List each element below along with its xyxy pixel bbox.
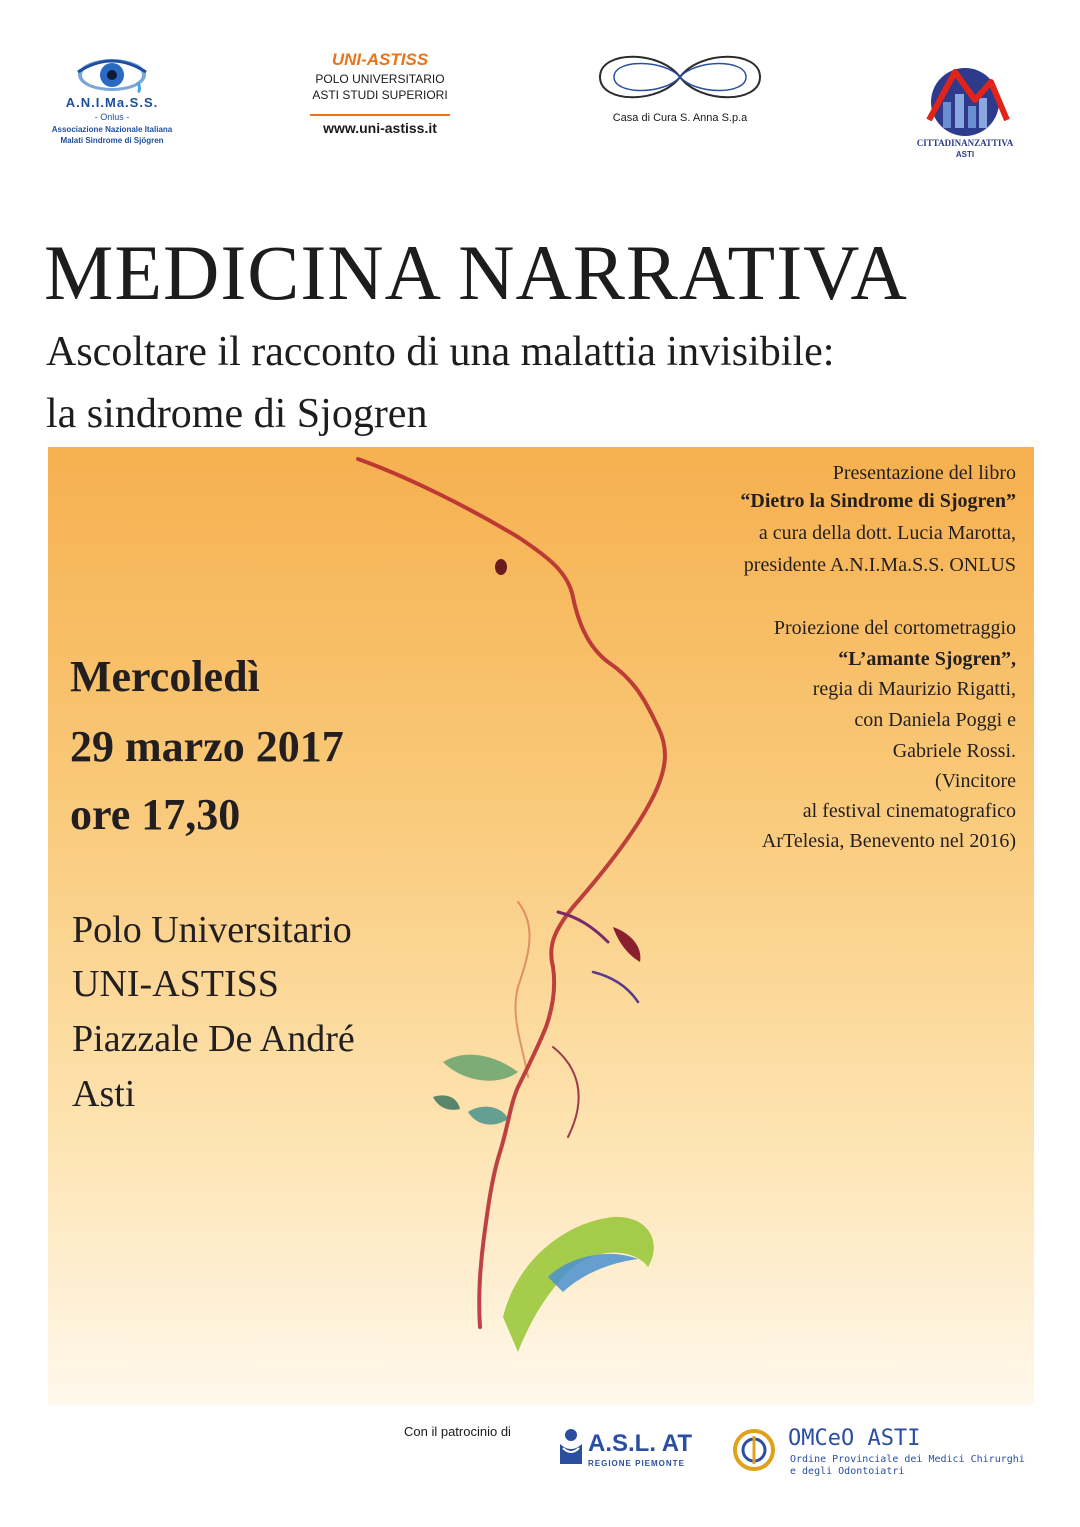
- omceo-name: OMCeO ASTI: [788, 1426, 921, 1451]
- asl-region: REGIONE PIEMONTE: [588, 1459, 685, 1468]
- film-cast-line2: Gabriele Rossi.: [892, 740, 1016, 762]
- omceo-sub-line2: e degli Odontoiatri: [790, 1466, 905, 1477]
- film-cast-line1: con Daniela Poggi e: [854, 709, 1016, 731]
- green-leaf-dark: [433, 1095, 460, 1110]
- uniastiss-line1: POLO UNIVERSITARIO: [315, 72, 445, 86]
- event-day: Mercoledì: [70, 652, 260, 701]
- film-director: regia di Maurizio Rigatti,: [812, 678, 1016, 700]
- book-intro: Presentazione del libro: [832, 462, 1016, 484]
- profile-line: [358, 459, 665, 1327]
- cittadinanza-city: ASTI: [955, 150, 975, 159]
- cittadinanza-name: CITTADINANZATTIVA: [916, 138, 1014, 148]
- event-time: ore 17,30: [70, 790, 241, 839]
- asl-name: A.S.L. AT: [588, 1430, 692, 1457]
- book-curator: a cura della dott. Lucia Marotta,: [758, 522, 1016, 544]
- subtitle-line1: Ascoltare il racconto di una malattia invisibile:: [46, 329, 835, 375]
- film-award-line3: ArTelesia, Benevento nel 2016): [761, 830, 1016, 852]
- film-award-line1: (Vincitore: [935, 770, 1016, 792]
- film-award-line2: al festival cinematografico: [802, 800, 1016, 822]
- green-leaf: [443, 1055, 518, 1081]
- chin-green-shape: [503, 1217, 654, 1352]
- uniastiss-divider: [310, 114, 450, 116]
- casa-di-cura-logo: [580, 45, 780, 110]
- venue-line3: Piazzale De André: [72, 1018, 355, 1060]
- film-intro: Proiezione del cortometraggio: [773, 617, 1016, 639]
- green-leaf-small: [468, 1107, 508, 1125]
- chin-line: [553, 1047, 579, 1137]
- subtitle-line2: la sindrome di Sjogren: [46, 391, 428, 437]
- book-title: “Dietro la Sindrome di Sjogren”: [740, 490, 1016, 512]
- animass-desc-line1: Associazione Nazionale Italiana: [51, 125, 173, 134]
- venue-line2: UNI-ASTISS: [72, 963, 279, 1005]
- animass-name: A.N.I.Ma.S.S.: [65, 95, 159, 110]
- cittadinanza-emblem-icon: [915, 62, 1015, 138]
- venue-line1: Polo Universitario: [72, 909, 352, 951]
- book-role: presidente A.N.I.Ma.S.S. ONLUS: [743, 554, 1016, 576]
- omceo-sub-line1: Ordine Provinciale dei Medici Chirurghi: [790, 1454, 1025, 1465]
- uniastiss-title: UNI-ASTISS: [331, 50, 429, 69]
- event-date: 29 marzo 2017: [70, 722, 344, 771]
- patronage-label: Con il patrocinio di: [404, 1424, 511, 1439]
- profile-line-shadow: [515, 902, 529, 1077]
- infinity-icon: [580, 45, 780, 110]
- uniastiss-url: www.uni-astiss.it: [323, 120, 437, 136]
- lip-stroke-lower: [593, 972, 638, 1002]
- cittadinanza-logo: [915, 62, 1015, 138]
- film-title: “L’amante Sjogren”,: [838, 648, 1016, 670]
- animass-onlus: - Onlus -: [94, 112, 130, 122]
- venue-line4: Asti: [72, 1073, 136, 1115]
- page-title: MEDICINA NARRATIVA: [44, 229, 908, 316]
- animass-desc-line2: Malati Sindrome di Sjögren: [60, 136, 164, 145]
- eye-mark: [495, 559, 507, 575]
- asl-logo-icon: [558, 1426, 584, 1466]
- casa-di-cura-caption: Casa di Cura S. Anna S.p.a: [612, 112, 748, 124]
- omceo-logo-icon: [732, 1428, 776, 1472]
- nostril-mark: [613, 927, 640, 962]
- uniastiss-line2: ASTI STUDI SUPERIORI: [312, 88, 448, 102]
